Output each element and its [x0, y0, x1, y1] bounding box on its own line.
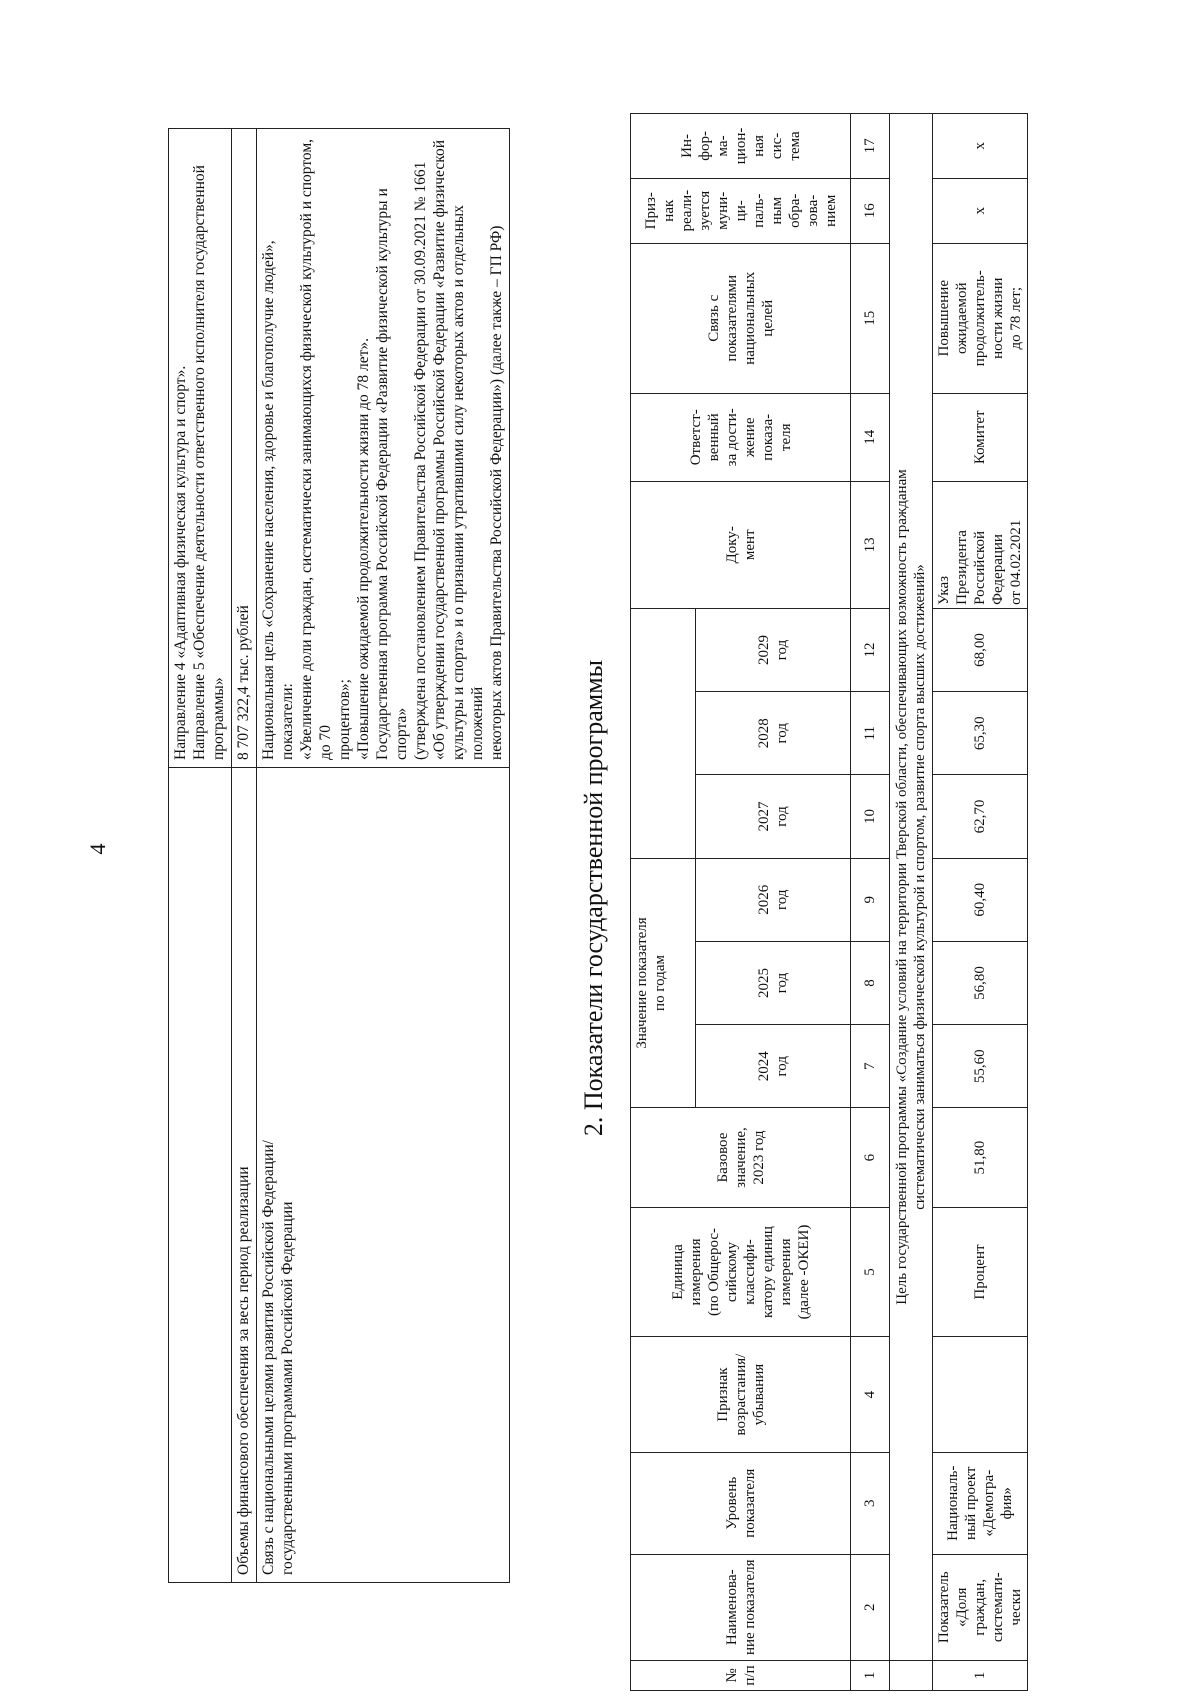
- header-responsible-line: Ответст-: [687, 409, 704, 466]
- row-name-line: граждан,: [972, 1578, 988, 1636]
- row-link-line: Повышение: [936, 280, 952, 357]
- column-number: 11: [851, 692, 890, 775]
- header-year-line: год: [774, 806, 790, 827]
- header-years-group-line: по годам: [652, 955, 668, 1011]
- rotated-page-content: [0, 98, 1110, 1698]
- row-infosys: х: [933, 114, 1028, 179]
- header-year-2024: [696, 1025, 851, 1108]
- indicators-table: [630, 113, 1028, 1691]
- row-year-value: 56,80: [933, 941, 1028, 1024]
- column-number: 15: [851, 243, 890, 393]
- row-link-line: ности жизни: [990, 277, 1006, 359]
- row-year-value: 65,30: [933, 692, 1028, 775]
- header-link: [631, 243, 851, 393]
- header-responsible-line: за дости-: [723, 408, 740, 467]
- header-municipal-line: Приз-: [642, 192, 659, 230]
- header-trend-line: возрастания/: [732, 1353, 749, 1436]
- row-name-line: Показатель: [936, 1571, 952, 1644]
- row-base: 51,80: [933, 1108, 1028, 1207]
- header-year-line: год: [774, 723, 790, 744]
- header-municipal-line: зуется: [696, 190, 713, 231]
- header-doc-line: Доку-: [723, 526, 740, 564]
- row-num: 1: [933, 1660, 1028, 1690]
- row-link: [933, 243, 1028, 393]
- row-name: [933, 1554, 1028, 1660]
- column-number: 1: [851, 1660, 890, 1690]
- row-doc: [933, 481, 1028, 608]
- passport-label-line: государственными программами Российской Федерации: [279, 1201, 296, 1575]
- header-doc: [631, 481, 851, 608]
- header-municipal-line: ци-: [732, 200, 749, 222]
- header-name: [631, 1554, 851, 1660]
- header-year-line: 2025: [756, 968, 772, 998]
- header-link-line: показателями: [723, 274, 740, 362]
- column-number: 16: [851, 178, 890, 243]
- header-municipal-line: ным: [768, 196, 785, 225]
- header-unit-line: сийскому: [723, 1241, 740, 1303]
- goal-row: [890, 114, 933, 1691]
- row-name-line: чески: [1008, 1589, 1024, 1626]
- passport-label-cell: [257, 768, 510, 1583]
- header-municipal: [631, 178, 851, 243]
- header-municipal-line: нием: [822, 194, 839, 227]
- header-year-line: 2028: [756, 718, 772, 749]
- row-year-value: 68,00: [933, 608, 1028, 691]
- passport-value-line: показатели:: [279, 683, 296, 760]
- header-link-line: Связь с: [705, 294, 722, 342]
- header-year-2026: [696, 858, 851, 941]
- row-doc-line: Российской: [972, 530, 988, 605]
- column-number: 10: [851, 775, 890, 858]
- column-numbers-row: [851, 114, 890, 1691]
- page-number: 4: [85, 843, 110, 855]
- header-year-line: год: [774, 889, 790, 910]
- header-year-2027: [696, 775, 851, 858]
- row-doc-line: Федерации: [990, 534, 1006, 605]
- header-infosys: [631, 114, 851, 179]
- passport-label-cell: [232, 768, 257, 1583]
- row-level-line: «Демогра-: [981, 1469, 997, 1537]
- passport-value-line: 8 707 322,4 тыс. рублей: [235, 605, 252, 760]
- passport-table-body: [169, 129, 510, 1583]
- goal-spacer: [890, 1660, 933, 1690]
- row-year-value: 60,40: [933, 858, 1028, 941]
- row-name-line: системати-: [990, 1572, 1006, 1643]
- header-level: [631, 1452, 851, 1554]
- header-num: [631, 1660, 851, 1690]
- passport-table: [168, 128, 510, 1583]
- header-year-line: год: [774, 1055, 790, 1077]
- header-unit-line: измерения: [687, 1238, 704, 1306]
- column-number: 13: [851, 481, 890, 608]
- column-number: 7: [851, 1025, 890, 1108]
- column-number: 2: [851, 1554, 890, 1660]
- header-responsible-line: теля: [777, 423, 794, 452]
- header-base-line: 2023 год: [750, 1130, 767, 1185]
- header-year-line: год: [774, 639, 790, 661]
- passport-value-cell: [232, 129, 257, 768]
- passport-label-cell: [169, 768, 232, 1583]
- passport-value-cell: [257, 129, 510, 768]
- header-responsible: [631, 393, 851, 481]
- indicator-row: [933, 114, 1028, 1691]
- header-level-line: Уровень: [723, 1476, 740, 1530]
- header-municipal-line: паль-: [750, 193, 767, 228]
- header-infosys-line: тема: [786, 131, 803, 161]
- row-municipal: х: [933, 178, 1028, 243]
- row-doc-line: Указ: [936, 575, 952, 605]
- column-number: 3: [851, 1452, 890, 1554]
- header-municipal-line: муни-: [714, 191, 731, 230]
- header-level-line: показателя: [741, 1468, 758, 1538]
- passport-value-line: Направление 5 «Обеспечение деятельности ответственного исполнителя государственной: [191, 165, 208, 760]
- header-infosys-line: ная: [750, 135, 767, 157]
- header-year-2025: [696, 941, 851, 1024]
- passport-value-line: процентов»;: [336, 679, 353, 760]
- header-infosys-line: ма-: [714, 135, 731, 157]
- header-year-line: 2026: [756, 884, 772, 915]
- column-number: 8: [851, 941, 890, 1024]
- row-responsible: Комитет: [933, 393, 1028, 481]
- indicators-table-body: [631, 114, 1028, 1691]
- column-number: 14: [851, 393, 890, 481]
- passport-value-line: «Об утверждении государственной программы Российской Федерации «Развитие физической: [431, 140, 448, 760]
- section-title: 2. Показатели государственной программы: [579, 659, 608, 1137]
- header-unit-line: классифи-: [741, 1239, 758, 1305]
- row-level-line: Националь-: [945, 1465, 961, 1541]
- row-doc-line: Президента: [954, 530, 970, 605]
- passport-value-line: (утверждена постановлением Правительства Российской Федерации от 30.09.2021 № 1661: [412, 161, 429, 760]
- passport-value-line: культуры и спорта» и о признании утратившими силу некоторых актов и отдельных положений: [450, 205, 486, 760]
- row-link-line: до 78 лет;: [1008, 286, 1024, 350]
- header-year-2029: [696, 608, 851, 691]
- header-year-2028: [696, 692, 851, 775]
- row-trend: [933, 1337, 1028, 1453]
- row-link-line: продолжитель-: [972, 270, 988, 367]
- column-number: 6: [851, 1108, 890, 1207]
- header-num-line: п/п: [741, 1665, 758, 1686]
- passport-value-line: «Увеличение доли граждан, систематически занимающихся физической культурой и спортом, до 70: [298, 138, 334, 760]
- header-infosys-line: цион-: [732, 127, 749, 165]
- header-years-group-line: Значение показателя: [634, 917, 650, 1049]
- row-doc-line: от 04.02.2021: [1008, 519, 1024, 605]
- row-year-value: 62,70: [933, 775, 1028, 858]
- header-link-line: целей: [759, 299, 776, 337]
- column-number: 9: [851, 858, 890, 941]
- header-name-line: ние показателя: [741, 1559, 758, 1656]
- goal-text-cell: [890, 114, 933, 1661]
- passport-value-line: Государственная программа Российской Федерации «Развитие физической культуры и спорта»: [374, 188, 410, 760]
- passport-value-line: Национальная цель «Сохранение населения, здоровье и благополучие людей»,: [260, 240, 277, 760]
- header-row: [631, 114, 696, 1691]
- header-unit-line: (далее -ОКЕИ): [795, 1224, 812, 1320]
- header-municipal-line: нак: [660, 199, 677, 222]
- passport-value-line: некоторых актов Правительства Российской Федерации») (далее также – ГП РФ): [488, 225, 505, 760]
- header-name-line: Наименова-: [723, 1569, 740, 1646]
- header-year-line: 2024: [756, 1051, 772, 1082]
- header-years-group: [631, 858, 696, 1108]
- header-trend-line: убывания: [750, 1363, 767, 1426]
- goal-line: систематически заниматься физической культурой и спортом, развитие спорта высших достижений»: [912, 564, 928, 1210]
- header-year-line: год: [774, 972, 790, 994]
- row-link-line: ожидаемой: [954, 282, 970, 354]
- header-unit-line: измерения: [777, 1238, 794, 1306]
- header-year-line: 2029: [756, 635, 772, 666]
- passport-label-line: Связь с национальными целями развития Российской Федерации/: [260, 1140, 277, 1575]
- header-unit: [631, 1207, 851, 1336]
- row-unit: Процент: [933, 1207, 1028, 1336]
- header-unit-line: катору единиц: [759, 1226, 776, 1318]
- header-municipal-line: обра-: [786, 193, 803, 228]
- passport-value-line: программы»: [210, 677, 227, 760]
- row-level-line: ный проект: [963, 1466, 979, 1540]
- passport-row: [232, 129, 257, 1583]
- header-year-line: 2027: [756, 801, 772, 832]
- passport-value-cell: [169, 129, 232, 768]
- header-unit-line: (по Общерос-: [705, 1228, 722, 1316]
- header-base: [631, 1108, 851, 1207]
- header-doc-line: мент: [741, 529, 758, 561]
- header-base-line: значение,: [732, 1127, 749, 1188]
- column-number: 17: [851, 114, 890, 179]
- header-base-line: Базовое: [714, 1132, 731, 1183]
- column-number: 5: [851, 1207, 890, 1336]
- goal-line: Цель государственной программы «Создание условий на территории Тверской области, обеспечивающих возможность гражданам: [894, 469, 910, 1305]
- header-infosys-line: фор-: [696, 131, 713, 161]
- header-link-line: национальных: [741, 271, 758, 365]
- header-municipal-line: зова-: [804, 194, 821, 227]
- header-responsible-line: венный: [705, 413, 722, 462]
- row-level-line: фия»: [999, 1487, 1015, 1520]
- row-level: [933, 1452, 1028, 1554]
- passport-value-line: «Повышение ожидаемой продолжительности жизни до 78 лет».: [355, 337, 372, 760]
- header-num-line: №: [723, 1668, 740, 1683]
- passport-row: [169, 129, 232, 1583]
- column-number: 4: [851, 1337, 890, 1453]
- row-name-line: «Доля: [954, 1587, 970, 1627]
- passport-value-line: Направление 4 «Адаптивная физическая культура и спорт».: [172, 365, 189, 760]
- header-responsible-line: жение: [741, 417, 758, 458]
- header-trend: [631, 1337, 851, 1453]
- column-number: 12: [851, 608, 890, 691]
- header-municipal-line: реали-: [678, 189, 695, 232]
- header-responsible-line: показа-: [759, 413, 776, 461]
- header-trend-line: Признак: [714, 1367, 731, 1422]
- header-infosys-line: Ин-: [678, 134, 695, 158]
- row-year-value: 55,60: [933, 1025, 1028, 1108]
- header-infosys-line: сис-: [768, 132, 785, 160]
- header-unit-line: Единица: [669, 1244, 686, 1300]
- passport-label-line: Объемы финансового обеспечения за весь период реализации: [235, 1166, 252, 1575]
- header-years-group-cont: [631, 608, 696, 858]
- passport-row: [257, 129, 510, 1583]
